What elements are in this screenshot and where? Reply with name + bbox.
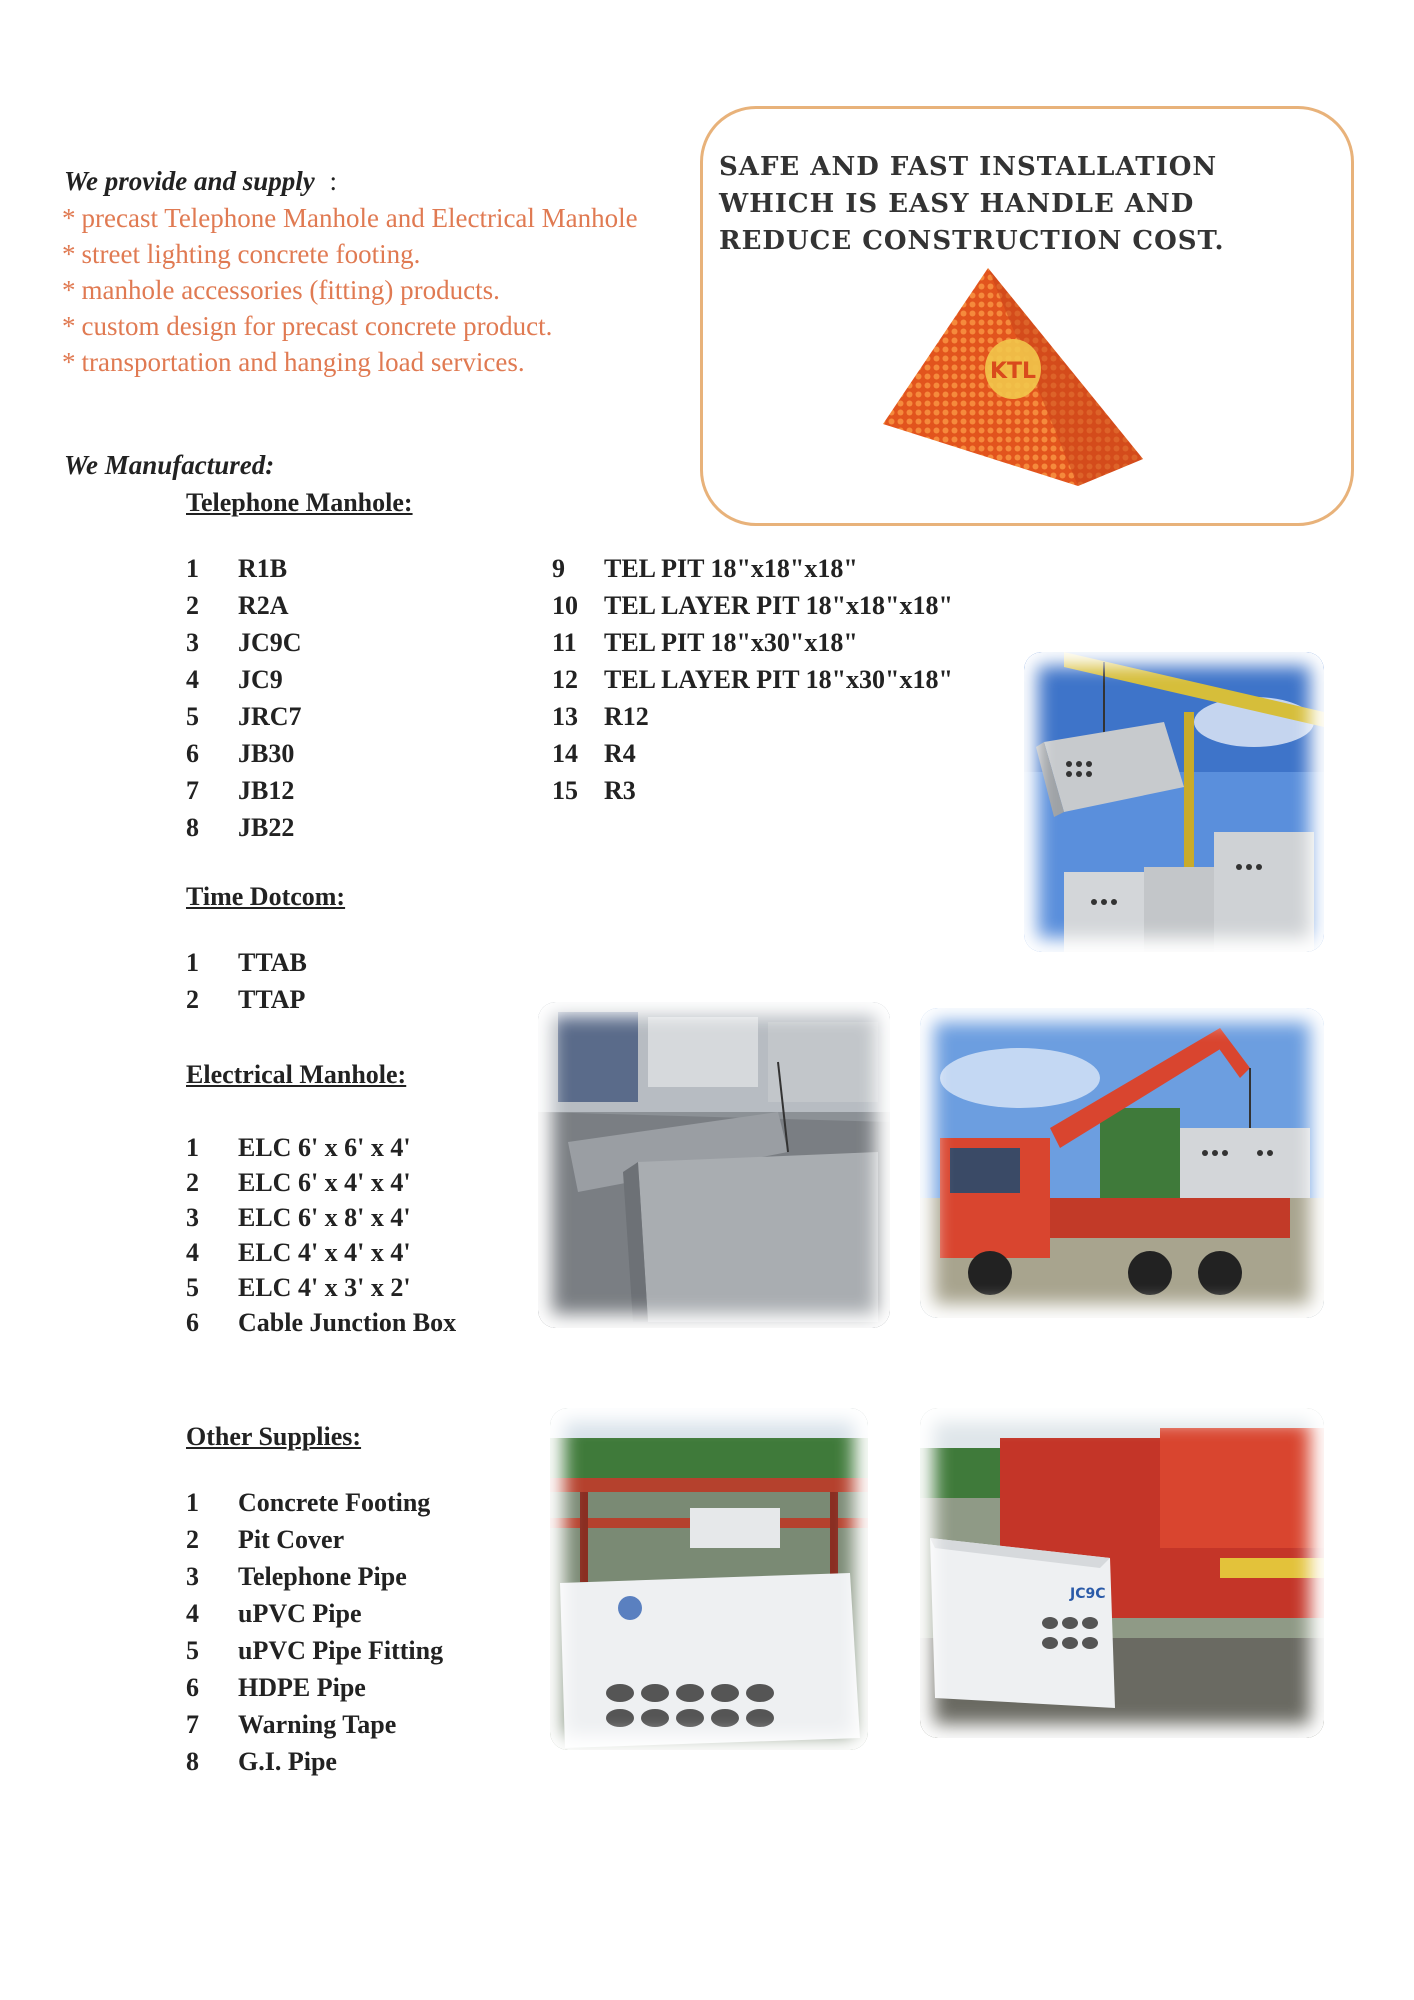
bullet: *	[62, 239, 76, 269]
item-number: 14	[552, 739, 578, 768]
list-item	[186, 661, 302, 698]
photo-crane-lifting	[1024, 652, 1324, 952]
item-number: 6	[186, 1673, 199, 1702]
provide-item-text: street lighting concrete footing.	[81, 239, 421, 269]
item-number: 8	[186, 1747, 199, 1776]
item-label: TTAB	[238, 948, 307, 977]
provide-item	[62, 236, 638, 272]
item-label: HDPE Pipe	[238, 1673, 366, 1702]
item-number: 12	[552, 665, 578, 694]
list-item	[186, 1521, 443, 1558]
provide-item	[62, 308, 638, 344]
list-item	[186, 981, 307, 1018]
list-item	[186, 1595, 443, 1632]
list-item	[186, 1235, 456, 1270]
promo-box	[700, 106, 1354, 526]
item-label: Concrete Footing	[238, 1488, 431, 1517]
item-number: 7	[186, 776, 199, 805]
item-number: 6	[186, 739, 199, 768]
list-item	[186, 1270, 456, 1305]
list-item	[552, 587, 953, 624]
item-number: 6	[186, 1308, 199, 1337]
promo-text	[719, 149, 1339, 260]
promo-line-3: REDUCE CONSTRUCTION COST.	[719, 226, 1225, 256]
item-label: R1B	[238, 554, 288, 583]
item-number: 4	[186, 665, 199, 694]
provide-heading-colon: :	[329, 166, 338, 196]
item-label: JRC7	[238, 702, 302, 731]
item-label: Cable Junction Box	[238, 1308, 457, 1337]
item-label: JB22	[238, 813, 295, 842]
item-number: 2	[186, 1168, 199, 1197]
bullet: *	[62, 203, 76, 233]
item-number: 1	[186, 1488, 199, 1517]
list-item	[186, 1305, 456, 1340]
item-number: 3	[186, 1203, 199, 1232]
jc9c-box-label: JC9C	[1070, 1586, 1106, 1602]
photo-jc9c-box-truck	[920, 1408, 1324, 1738]
other-supplies-list	[186, 1484, 443, 1780]
item-number: 15	[552, 776, 578, 805]
item-label: TEL LAYER PIT 18"x18"x18"	[604, 591, 953, 620]
item-number: 3	[186, 1562, 199, 1591]
item-number: 2	[186, 985, 199, 1014]
provide-list	[62, 200, 638, 380]
item-number: 3	[186, 628, 199, 657]
item-number: 11	[552, 628, 577, 657]
other-supplies-title: Other Supplies:	[186, 1422, 362, 1451]
item-label: JC9C	[238, 628, 302, 657]
telephone-manhole-title: Telephone Manhole:	[186, 488, 413, 517]
item-label: Warning Tape	[238, 1710, 397, 1739]
provide-heading-text: We provide and supply	[64, 166, 315, 196]
list-item	[186, 624, 302, 661]
list-item	[552, 661, 953, 698]
list-item	[186, 1706, 443, 1743]
item-label: uPVC Pipe	[238, 1599, 362, 1628]
item-number: 1	[186, 1133, 199, 1162]
item-label: JB12	[238, 776, 295, 805]
list-item	[186, 1130, 456, 1165]
electrical-list	[186, 1130, 456, 1340]
list-item	[186, 809, 302, 846]
item-label: JC9	[238, 665, 283, 694]
telephone-list-col2	[552, 550, 953, 809]
time-dotcom-list	[186, 944, 307, 1018]
list-item	[186, 1200, 456, 1235]
bullet: *	[62, 311, 76, 341]
item-label: ELC 4' x 4' x 4'	[238, 1238, 411, 1267]
list-item	[186, 550, 302, 587]
list-item	[186, 1669, 443, 1706]
list-item	[186, 698, 302, 735]
item-number: 4	[186, 1599, 199, 1628]
item-number: 1	[186, 948, 199, 977]
item-number: 5	[186, 1636, 199, 1665]
provide-item-text: precast Telephone Manhole and Electrical Manhole	[81, 203, 638, 233]
item-number: 13	[552, 702, 578, 731]
provide-item-text: manhole accessories (fitting) products.	[81, 275, 500, 305]
item-label: ELC 6' x 4' x 4'	[238, 1168, 411, 1197]
list-item	[552, 624, 953, 661]
provide-item	[62, 272, 638, 308]
list-item	[186, 944, 307, 981]
item-label: R3	[604, 776, 636, 805]
list-item	[552, 550, 953, 587]
list-item	[186, 1558, 443, 1595]
telephone-list-col1	[186, 550, 302, 846]
item-label: R4	[604, 739, 636, 768]
provide-item-text: custom design for precast concrete product.	[81, 311, 553, 341]
item-label: Pit Cover	[238, 1525, 345, 1554]
item-number: 2	[186, 1525, 199, 1554]
item-number: 4	[186, 1238, 199, 1267]
ktl-pyramid-logo-icon	[878, 264, 1148, 489]
item-label: TEL LAYER PIT 18"x30"x18"	[604, 665, 953, 694]
item-label: R12	[604, 702, 649, 731]
list-item	[186, 772, 302, 809]
item-number: 2	[186, 591, 199, 620]
item-label: G.I. Pipe	[238, 1747, 337, 1776]
item-number: 5	[186, 702, 199, 731]
item-label: R2A	[238, 591, 289, 620]
provide-item	[62, 344, 638, 380]
promo-line-2: WHICH IS EASY HANDLE AND	[719, 189, 1195, 219]
item-label: ELC 4' x 3' x 2'	[238, 1273, 411, 1302]
provide-item-text: transportation and hanging load services.	[81, 347, 525, 377]
list-item	[552, 735, 953, 772]
photo-concrete-box-yard	[538, 1002, 890, 1328]
item-label: JB30	[238, 739, 295, 768]
item-number: 8	[186, 813, 199, 842]
list-item	[186, 587, 302, 624]
item-label: ELC 6' x 6' x 4'	[238, 1133, 411, 1162]
item-label: TEL PIT 18"x18"x18"	[604, 554, 858, 583]
item-number: 10	[552, 591, 578, 620]
time-dotcom-title: Time Dotcom:	[186, 882, 346, 911]
item-number: 5	[186, 1273, 199, 1302]
photo-manhole-box-holes	[550, 1408, 868, 1750]
item-number: 9	[552, 554, 565, 583]
provide-heading	[64, 166, 337, 197]
list-item	[552, 772, 953, 809]
item-number: 7	[186, 1710, 199, 1739]
item-label: ELC 6' x 8' x 4'	[238, 1203, 411, 1232]
list-item	[186, 1743, 443, 1780]
bullet: *	[62, 347, 76, 377]
list-item	[186, 735, 302, 772]
list-item	[186, 1484, 443, 1521]
promo-line-1: SAFE AND FAST INSTALLATION	[719, 152, 1218, 182]
photo-crane-truck	[920, 1008, 1324, 1318]
item-label: TTAP	[238, 985, 306, 1014]
list-item	[186, 1165, 456, 1200]
list-item	[552, 698, 953, 735]
electrical-manhole-title: Electrical Manhole:	[186, 1060, 407, 1089]
list-item	[186, 1632, 443, 1669]
provide-item	[62, 200, 638, 236]
manufactured-heading: We Manufactured:	[64, 450, 275, 480]
item-label: uPVC Pipe Fitting	[238, 1636, 444, 1665]
item-label: Telephone Pipe	[238, 1562, 407, 1591]
ktl-logo-text: KTL	[989, 359, 1037, 384]
item-number: 1	[186, 554, 199, 583]
item-label: TEL PIT 18"x30"x18"	[604, 628, 858, 657]
bullet: *	[62, 275, 76, 305]
